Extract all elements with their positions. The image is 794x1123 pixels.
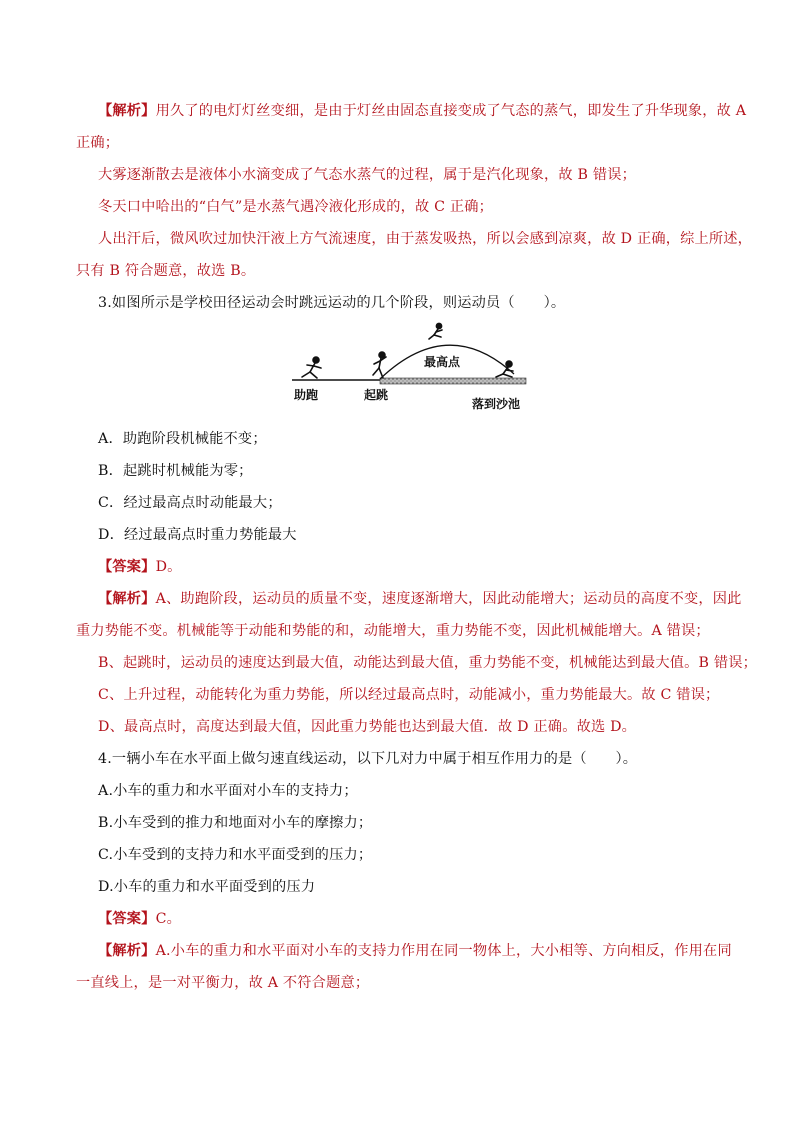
sand-pit xyxy=(380,378,526,384)
analysis-line xyxy=(98,102,747,120)
label-run: 助跑 xyxy=(294,388,319,402)
answer-line xyxy=(98,558,726,576)
analysis-line: 冬天口中哈出的“白气”是水蒸气遇冷液化形成的，故 C 正确； xyxy=(98,199,494,215)
option-c: C.小车受到的支持力和水平面受到的压力； xyxy=(98,847,373,863)
long-jump-figure xyxy=(288,322,528,418)
analysis-line: 重力势能不变。机械能等于动能和势能的和，动能增大，重力势能不变，因此机械能增大。A 错误； xyxy=(76,623,710,639)
analysis-line xyxy=(98,590,742,608)
question-4-stem: 4.一辆小车在水平面上做匀速直线运动，以下几对力中属于相互作用力的是（ ）。 xyxy=(98,751,638,767)
landing-figure xyxy=(496,361,513,377)
analysis-text: 用久了的电灯灯丝变细，是由于灯丝由固态直接变成了气态的蒸气，即发生了升华现象，故 A xyxy=(155,103,747,119)
runner-figure xyxy=(302,357,321,378)
option-c: C．经过最高点时动能最大； xyxy=(98,495,282,511)
option-a: A．助跑阶段机械能不变； xyxy=(98,431,267,447)
takeoff-figure xyxy=(373,352,386,378)
option-b: B.小车受到的推力和地面对小车的摩擦力； xyxy=(98,815,373,831)
analysis-line: B、起跳时，运动员的速度达到最大值，动能达到最大值，重力势能不变，机械能达到最大值。B 错误； xyxy=(98,655,758,671)
analysis-line: 只有 B 符合题意，故选 B。 xyxy=(76,263,256,279)
label-takeoff: 起跳 xyxy=(364,388,389,402)
analysis-line: 大雾逐渐散去是液体小水滴变成了气态水蒸气的过程，属于是汽化现象，故 B 错误； xyxy=(98,167,636,183)
analysis-text: A、助跑阶段，运动员的质量不变，速度逐渐增大，因此动能增大；运动员的高度不变，因此 xyxy=(155,591,742,607)
analysis-line: D、最高点时，高度达到最大值，因此重力势能也达到最大值．故 D 正确。故选 D。 xyxy=(98,719,637,735)
option-d: D．经过最高点时重力势能最大 xyxy=(98,527,297,543)
highest-point-figure xyxy=(429,323,442,339)
analysis-tag: 【解析】 xyxy=(98,103,156,119)
label-landing: 落到沙池 xyxy=(472,397,521,411)
analysis-tag: 【解析】 xyxy=(98,943,156,959)
option-d: D.小车的重力和水平面受到的压力 xyxy=(98,879,316,895)
option-a: A.小车的重力和水平面对小车的支持力； xyxy=(98,783,358,799)
analysis-line xyxy=(98,942,732,960)
question-3-stem: 3.如图所示是学校田径运动会时跳远运动的几个阶段，则运动员（ ）。 xyxy=(98,295,566,311)
long-jump-diagram xyxy=(288,322,528,418)
analysis-tag: 【解析】 xyxy=(98,591,156,607)
answer-tag: 【答案】 xyxy=(98,911,156,927)
analysis-line: 人出汗后，微风吹过加快汗液上方气流速度，由于蒸发吸热，所以会感到凉爽，故 D 正确，综上所述， xyxy=(98,231,753,247)
answer-line xyxy=(98,910,726,928)
answer-value: C。 xyxy=(155,911,182,927)
option-b: B．起跳时机械能为零； xyxy=(98,463,253,479)
answer-tag: 【答案】 xyxy=(98,559,156,575)
analysis-line: C、上升过程，动能转化为重力势能，所以经过最高点时，动能减小，重力势能最大。故 C 错误； xyxy=(98,687,720,703)
analysis-line: 正确； xyxy=(76,135,120,151)
label-highest-point: 最高点 xyxy=(424,355,461,369)
answer-value: D。 xyxy=(155,559,182,575)
analysis-line: 一直线上，是一对平衡力，故 A 不符合题意； xyxy=(76,975,370,991)
analysis-text: A.小车的重力和水平面对小车的支持力作用在同一物体上，大小相等、方向相反，作用在同 xyxy=(155,943,732,959)
